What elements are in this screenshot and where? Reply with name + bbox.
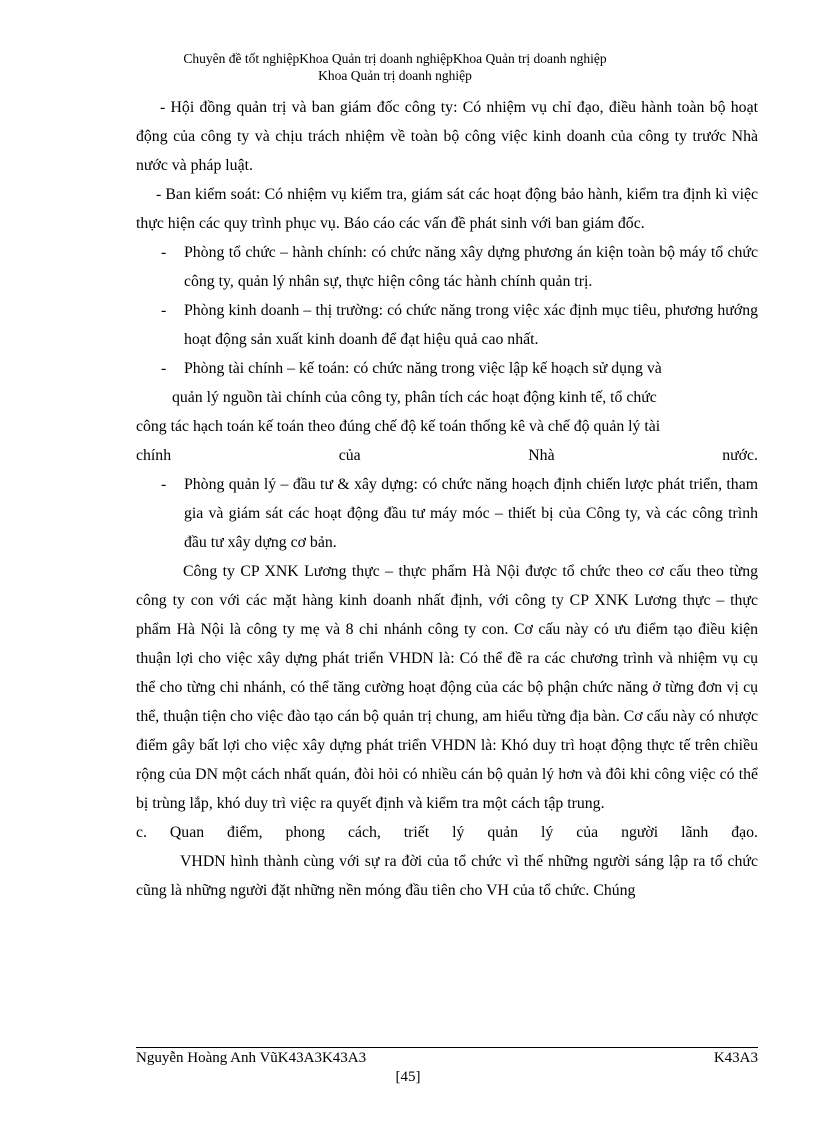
bullet-dash: -	[161, 360, 167, 377]
footer-class: K43A3	[713, 1050, 758, 1066]
bullet-dash: -	[161, 244, 167, 261]
bullet-dash: -	[161, 476, 167, 493]
section-heading-c: c. Quan điểm, phong cách, triết lý quản lý của người lãnh đạo.	[136, 824, 758, 841]
header-line-2: Khoa Quản trị doanh nghiệp	[318, 68, 472, 83]
bullet-dash: -	[161, 302, 167, 319]
bullet-admin-text: Phòng tổ chức – hành chính: có chức năng xây dựng phương án kiện toàn bộ máy tổ chức công ty, quản lý nhân sự, thực hiện công tác hành chính quản trị.	[184, 244, 758, 290]
bullet-business	[136, 296, 758, 354]
bullet-finance-line-4: chính của Nhà nước.	[136, 447, 758, 464]
footer-author: Nguyễn Hoàng Anh VũK43A3K43A3	[136, 1050, 367, 1066]
bullet-business-text: Phòng kinh doanh – thị trường: có chức năng trong việc xác định mục tiêu, phương hướng hoạt động sản xuất kinh doanh để đạt hiệu quả cao nhất.	[184, 302, 758, 348]
header-line-1: Chuyên đề tốt nghiệpKhoa Quản trị doanh nghiệpKhoa Quản trị doanh nghiệp	[183, 51, 607, 66]
paragraph-board: - Hội đồng quản trị và ban giám đốc công ty: Có nhiệm vụ chỉ đạo, điều hành toàn bộ hoạt động của công ty và chịu trách nhiệm về toàn bộ công việc kinh doanh của công ty trước Nhà nước và pháp luật.	[136, 99, 758, 174]
footer-rule	[136, 1047, 758, 1048]
paragraph-vhdn: VHDN hình thành cùng với sự ra đời của tổ chức vì thế những người sáng lập ra tổ chức cũng là những người đặt những nền móng đầu tiên cho VH của tổ chức. Chúng	[136, 853, 758, 899]
page-footer	[136, 1049, 758, 1067]
bullet-admin	[136, 238, 758, 296]
bullet-finance-line-3: công tác hạch toán kế toán theo đúng chế độ kế toán thống kê và chế độ quản lý tài	[136, 418, 661, 435]
bullet-finance-line-2: quản lý nguồn tài chính của công ty, phân tích các hoạt động kinh tế, tổ chức	[172, 389, 657, 406]
bullet-investment	[136, 470, 758, 557]
page-number: [45]	[395, 1069, 421, 1085]
paragraph-structure: Công ty CP XNK Lương thực – thực phẩm Hà Nội được tổ chức theo cơ cấu theo từng công ty con với các mặt hàng kinh doanh nhất định, với công ty CP XNK Lương thực – thực phẩm Hà Nội là công ty mẹ và 8 chi nhánh công ty con. Cơ cấu này có ưu điểm tạo điều kiện thuận lợi cho việc xây dựng phát triển VHDN là: Có thể đề ra các chương trình và nhiệm vụ cụ thể cho từng chi nhánh, có thể tăng cường hoạt động của các bộ phận chức năng ở từng đơn vị cụ thể, thuận tiện cho việc đào tạo cán bộ quản trị chung, am hiểu từng địa bàn. Cơ cấu này có nhược điểm gây bất lợi cho việc xây dựng phát triển VHDN là: Khó duy trì hoạt động thực tế trên chiều rộng của DN một cách nhất quán, đòi hỏi có nhiều cán bộ quản lý hơn và đôi khi công việc có thể bị trùng lắp, khó duy trì việc ra quyết định và kiểm tra một cách tập trung.	[136, 563, 758, 812]
document-body	[136, 93, 758, 905]
bullet-finance	[136, 354, 758, 383]
page-header	[130, 50, 660, 84]
bullet-finance-text: Phòng tài chính – kế toán: có chức năng trong việc lập kế hoạch sử dụng và	[184, 360, 662, 377]
bullet-investment-text: Phòng quản lý – đầu tư & xây dựng: có chức năng hoạch định chiến lược phát triển, tham gia và giám sát các hoạt động đầu tư máy móc – thiết bị của Công ty, và các công trình đầu tư xây dựng cơ bản.	[184, 476, 758, 551]
paragraph-supervisory: - Ban kiểm soát: Có nhiệm vụ kiểm tra, giám sát các hoạt động bảo hành, kiểm tra định kì việc thực hiện các quy trình phục vụ. Báo cáo các vấn đề phát sinh với ban giám đốc.	[136, 186, 758, 232]
